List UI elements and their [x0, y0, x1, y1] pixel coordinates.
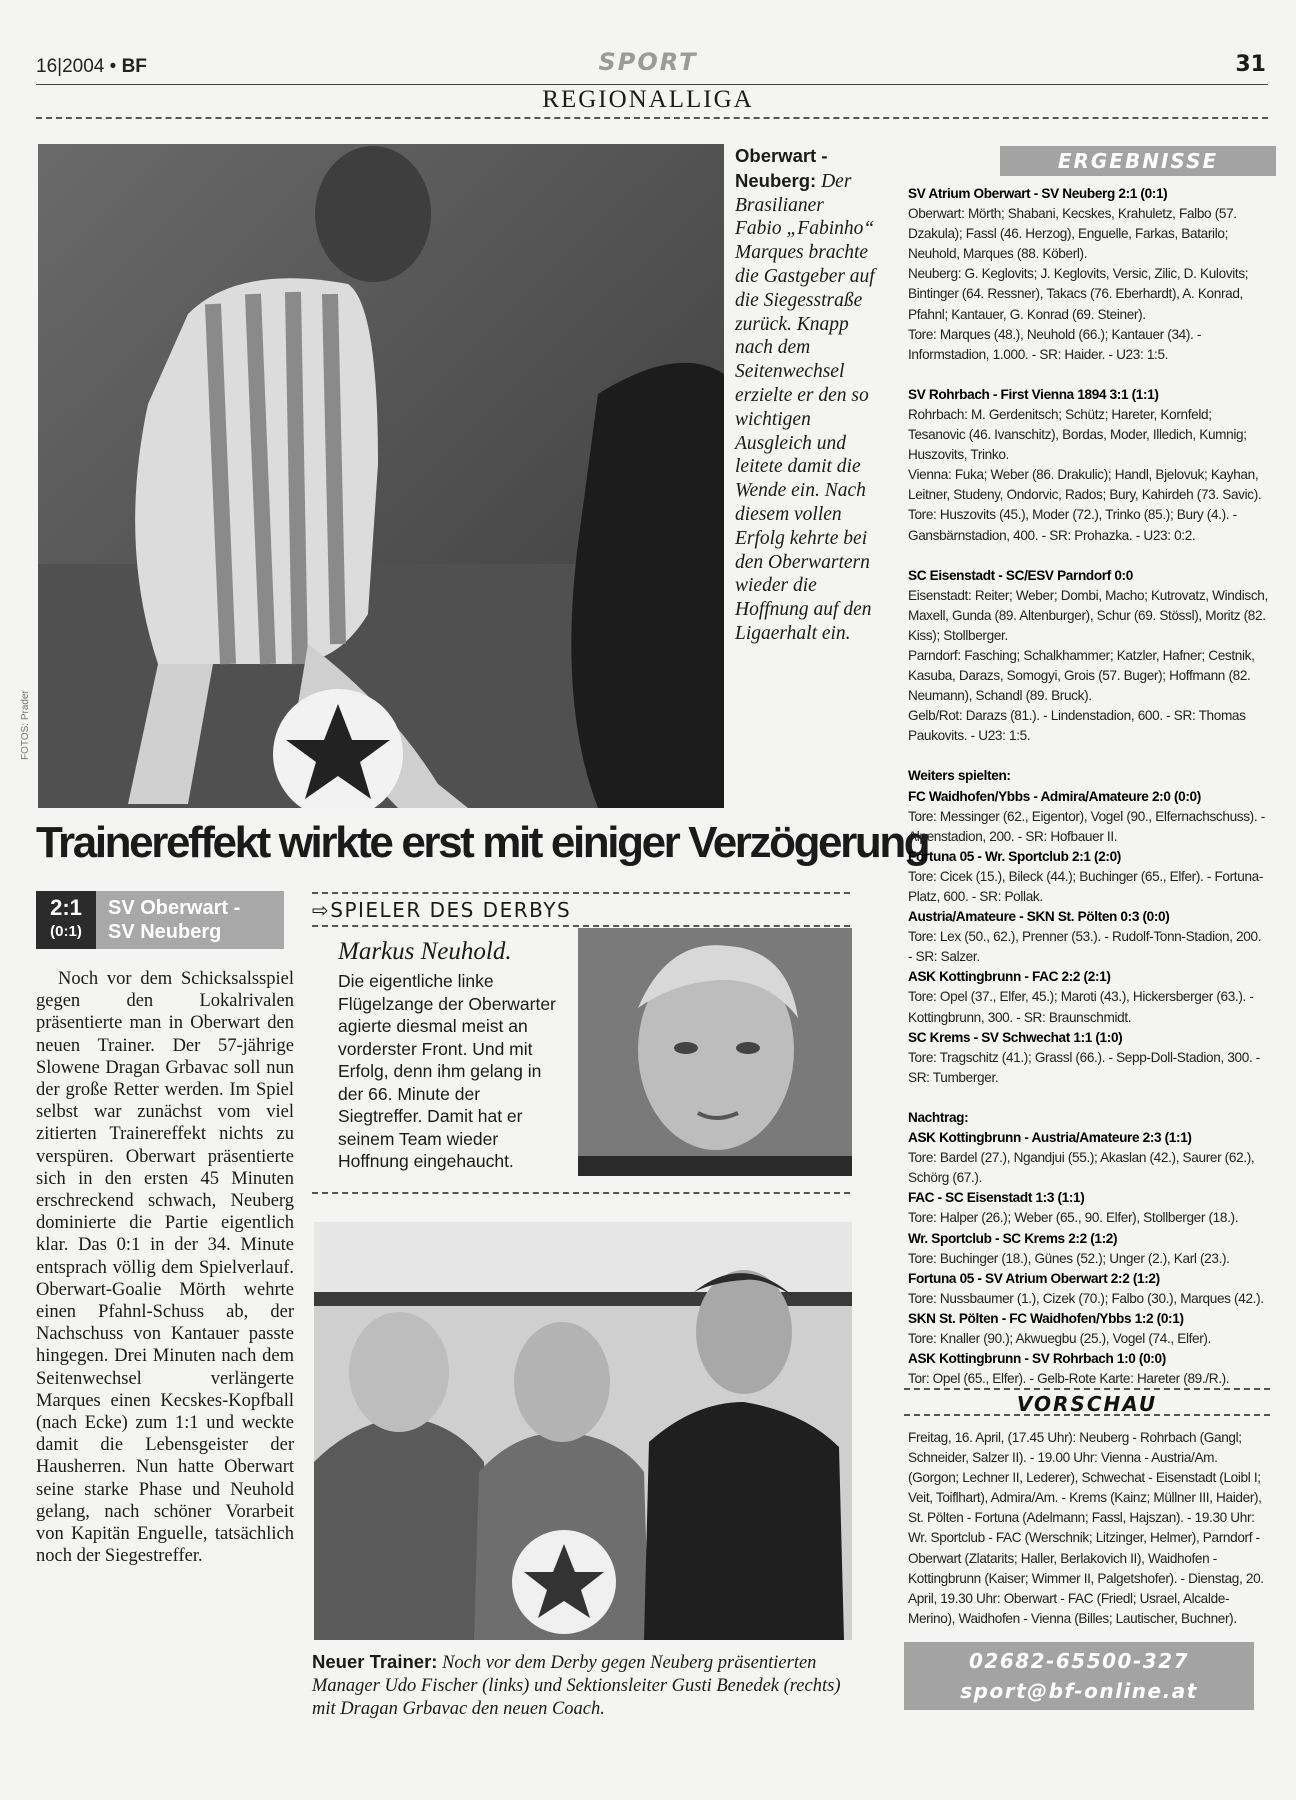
player-portrait — [578, 928, 852, 1176]
group-photo — [314, 1222, 852, 1640]
header-rule — [36, 84, 1268, 85]
section-title: REGIONALLIGA — [542, 86, 754, 113]
main-photo-caption — [735, 144, 875, 646]
caption-text: Noch vor dem Derby gegen Neuberg präsentierten Manager Udo Fischer (links) und Sektionsleiter Gusti Benedek (rechts) mit Dragan Grbavac den neuen Coach. — [312, 1653, 841, 1719]
score-badge — [36, 891, 96, 949]
match-heading: Fortuna 05 - SV Atrium Oberwart 2:2 (1:2) — [908, 1270, 1160, 1286]
headline: Trainereffekt wirkte erst mit einiger Verzögerung — [36, 818, 929, 867]
main-photo — [38, 144, 724, 808]
match-goals: Tore: Cicek (15.), Bileck (44.); Buchinger (65., Elfer). - Fortuna-Platz, 600. - SR: Pollak. — [908, 868, 1264, 904]
match-goals: Tore: Nussbaumer (1.), Cizek (70.); Falbo (30.), Marques (42.). — [908, 1290, 1264, 1306]
match-heading: Fortuna 05 - Wr. Sportclub 2:1 (2:0) — [908, 848, 1121, 864]
match-lineup: Eisenstadt: Reiter; Weber; Dombi, Macho; Kutrovatz, Windisch, Maxell, Gunda (89. Altenburger), Schur (69. Stössl), Moritz (82. Kiss); Stollberger. — [908, 587, 1268, 643]
match-goals: Tore: Messinger (62., Eigentor), Vogel (90., Elfernachschuss). - Alpenstadion, 200. - SR: Hofbauer II. — [908, 808, 1265, 844]
match-heading: ASK Kottingbrunn - Austria/Amateure 2:3 (1:1) — [908, 1130, 1192, 1146]
match-goals: Gelb/Rot: Darazs (81.). - Lindenstadion, 600. - SR: Thomas Paukovits. - U23: 1:5. — [908, 708, 1246, 744]
player-name: Markus Neuhold. — [338, 938, 512, 965]
contact-phone[interactable]: 02682-65500-327 — [968, 1649, 1189, 1673]
player-of-derby-label — [312, 898, 571, 922]
match-goals: Tore: Bardel (27.), Ngandjui (55.); Akaslan (42.), Saurer (62.), Schörg (67.). — [908, 1150, 1255, 1186]
dashed-rule — [36, 117, 1268, 119]
halftime-score: (0:1) — [50, 923, 82, 940]
results-list — [892, 184, 1268, 1389]
score-box — [36, 891, 284, 949]
issue-info — [36, 56, 147, 78]
sdd-rule-bottom — [312, 1192, 850, 1194]
match-lineup: Rohrbach: M. Gerdenitsch; Schütz; Hareter, Kornfeld; Tesanovic (46. Ivanschitz), Bordas, Moder, Illedich, Kumnig; Huszovits, Trinko. — [908, 406, 1247, 463]
match-goals: Tore: Buchinger (18.), Günes (52.); Unger (2.), Karl (23.). — [908, 1250, 1230, 1266]
final-score: 2:1 — [50, 895, 82, 920]
contact-box — [904, 1642, 1254, 1710]
match-lineup: Oberwart: Mörth; Shabani, Kecskes, Krahuletz, Falbo (57. Dzakula); Fassl (46. Herzog), Enguelle, Farkas, Batarilo; Neuhold, Marques (88. Köberl). — [908, 206, 1237, 262]
match-heading: SC Eisenstadt - SC/ESV Parndorf 0:0 — [908, 567, 1133, 583]
page-number: 31 — [1235, 52, 1266, 77]
player-label-text: SPIELER DES DERBYS — [330, 898, 572, 922]
match-lineup: Vienna: Fuka; Weber (86. Drakulic); Handl, Bjelovuk; Kayhan, Leitner, Studeny, Ondorvic, Rados; Bury, Kahirdeh (73. Savic). — [908, 467, 1262, 503]
match-lineup: Neuberg: G. Keglovits; J. Keglovits, Versic, Zilic, D. Kulovits; Bintinger (64. Ressner), Takacs (76. Eberhardt), A. Konrad, Pfahnl; Kantauer, G. Konrad (69. Steiner). — [908, 266, 1249, 322]
match-heading: ASK Kottingbrunn - FAC 2:2 (2:1) — [908, 969, 1111, 985]
photo-credit: FOTOS: Prader — [20, 690, 31, 760]
contact-email[interactable]: sport@bf-online.at — [960, 1679, 1198, 1703]
section-top: SPORT — [598, 48, 698, 76]
match-goals: Tor: Opel (65., Elfer). - Gelb-Rote Karte: Hareter (89./R.). — [908, 1371, 1230, 1387]
match-goals: Tore: Tragschitz (41.); Grassl (66.). - Sepp-Doll-Stadion, 300. - SR: Tumberger. — [908, 1049, 1260, 1085]
score-teams — [108, 896, 240, 944]
sdd-rule-top — [312, 892, 850, 894]
results-header: ERGEBNISSE — [1000, 146, 1276, 176]
issue-number: 16|2004 — [36, 56, 105, 77]
caption-text: Der Brasilianer Fabio „Fabinho“ Marques brachte die Gastgeber auf die Siegesstraße zurück. Knapp nach dem Seitenwechsel erzielte er den so wichtigen Ausgleich und leitete damit die Wende ein. Nach diesem vollen Erfolg kehrte bei den Oberwartern wieder die Hoffnung auf den Ligaerhalt ein. — [735, 170, 875, 644]
match-goals: Tore: Huszovits (45.), Moder (72.), Trinko (85.); Bury (4.). - Gansbärnstadion, 400. - SR: Prohazka. - U23: 0:2. — [908, 507, 1237, 543]
match-heading: FAC - SC Eisenstadt 1:3 (1:1) — [908, 1190, 1085, 1206]
article-paragraph: Noch vor dem Schicksalsspiel gegen den Lokalrivalen präsentierte man in Oberwart den neuen Trainer. Der 57-jährige Slowene Dragan Grbavac soll nun der große Retter werden. Im Spiel selbst war zunächst vom viel zitierten Trainereffekt nichts zu verspüren. Oberwart präsentierte sich in den ersten 45 Minuten erschreckend schwach, Neuberg dominierte die Partie eigentlich klar. Das 0:1 in der 34. Minute entsprach völlig dem Spielverlauf. Oberwart-Goalie Mörth wehrte einen Pfahnl-Schuss ab, der Nachschuss von Kantauer passte hingegen. Drei Minuten nach dem Seitenwechsel verlängerte Marques einen Kecskes-Kopfball (nach Ecke) zum 1:1 und weckte damit die Lebensgeister der Hausherren. Nun hatte Oberwart seine starke Phase und Neuhold gelang, nach schöner Vorarbeit von Kapitän Enguelle, tatsächlich noch der Siegestreffer. — [36, 969, 294, 1567]
caption-lead: Neuer Trainer: — [312, 1651, 438, 1672]
brand: BF — [121, 56, 147, 77]
match-heading: SKN St. Pölten - FC Waidhofen/Ybbs 1:2 (0:1) — [908, 1310, 1184, 1326]
match-heading: FC Waidhofen/Ybbs - Admira/Amateure 2:0 (0:0) — [908, 788, 1201, 804]
makeup-matches-heading: Nachtrag: — [908, 1109, 969, 1125]
home-team: SV Oberwart - — [108, 897, 241, 919]
match-heading: ASK Kottingbrunn - SV Rohrbach 1:0 (0:0) — [908, 1351, 1166, 1367]
group-photo-caption — [312, 1650, 850, 1721]
player-text: Die eigentliche linke Flügelzange der Oberwarter agierte diesmal meist an vorderster Front. Und mit Erfolg, denn ihm gelang in der 66. Minute der Siegtreffer. Damit hat er seinem Team wieder Hoffnung eingehaucht. — [338, 971, 556, 1171]
sdd-rule-mid — [312, 925, 850, 927]
arrow-icon: ⇨ — [312, 898, 331, 922]
match-heading: SV Atrium Oberwart - SV Neuberg 2:1 (0:1) — [908, 186, 1168, 201]
match-heading: SV Rohrbach - First Vienna 1894 3:1 (1:1) — [908, 386, 1159, 402]
bullet: • — [109, 56, 117, 77]
preview-text — [892, 1428, 1268, 1629]
match-goals: Tore: Marques (48.), Neuhold (66.); Kantauer (34). - Informstadion, 1.000. - SR: Haider. - U23: 1:5. — [908, 326, 1202, 362]
article-body — [36, 968, 294, 1567]
preview-schedule: Freitag, 16. April, (17.45 Uhr): Neuberg - Rohrbach (Gangl; Schneider, Salzer II). - 19.00 Uhr: Vienna - Austria/Am. (Gorgon; Lechner II, Lederer), Schwechat - Eisenstadt (Loibl I; Veit, Toiflhart), Admira/Am. - Krems (Kainz; Müllner III, Haider), St. Pölten - Fortuna (Adelmann; Fassl, Hajszan). - 19.30 Uhr: Wr. Sportclub - FAC (Werschnik; Litzinger, Helmer), Parndorf - Oberwart (Zlatarits; Haller, Berlakovich II), Waidhofen - Kottingbrunn (Kaiser; Wimmer II, Palgetshofer). - Dienstag, 20. April, 19.30 Uhr: Oberwart - FAC (Friedl; Usrael, Alcalde-Merino), Waidhofen - Vienna (Billes; Lautischer, Buchner). — [908, 1430, 1264, 1626]
match-goals: Tore: Lex (50., 62.), Prenner (53.). - Rudolf-Tonn-Stadion, 200. - SR: Salzer. — [908, 929, 1262, 965]
match-goals: Tore: Opel (37., Elfer, 45.); Maroti (43.), Hickersberger (63.). - Kottingbrunn, 300. - SR: Braunschmidt. — [908, 989, 1254, 1025]
match-goals: Tore: Halper (26.); Weber (65., 90. Elfer), Stollberger (18.). — [908, 1210, 1239, 1226]
match-goals: Tore: Knaller (90.); Akwuegbu (25.), Vogel (74., Elfer). — [908, 1330, 1212, 1346]
match-heading: SC Krems - SV Schwechat 1:1 (1:0) — [908, 1029, 1123, 1045]
other-matches-heading: Weiters spielten: — [908, 768, 1011, 784]
match-heading: Austria/Amateure - SKN St. Pölten 0:3 (0:0) — [908, 909, 1170, 925]
match-heading: Wr. Sportclub - SC Krems 2:2 (1:2) — [908, 1230, 1118, 1246]
away-team: SV Neuberg — [108, 921, 222, 943]
match-lineup: Parndorf: Fasching; Schalkhammer; Katzler, Hafner; Cestnik, Kasuba, Darazs, Somogyi, Grois (57. Buger); Hoffmann (82. Neumann), Schandl (89. Bruck). — [908, 647, 1255, 704]
caption-lead: Oberwart - Neuberg: — [735, 145, 828, 191]
preview-header: VORSCHAU — [904, 1388, 1270, 1416]
